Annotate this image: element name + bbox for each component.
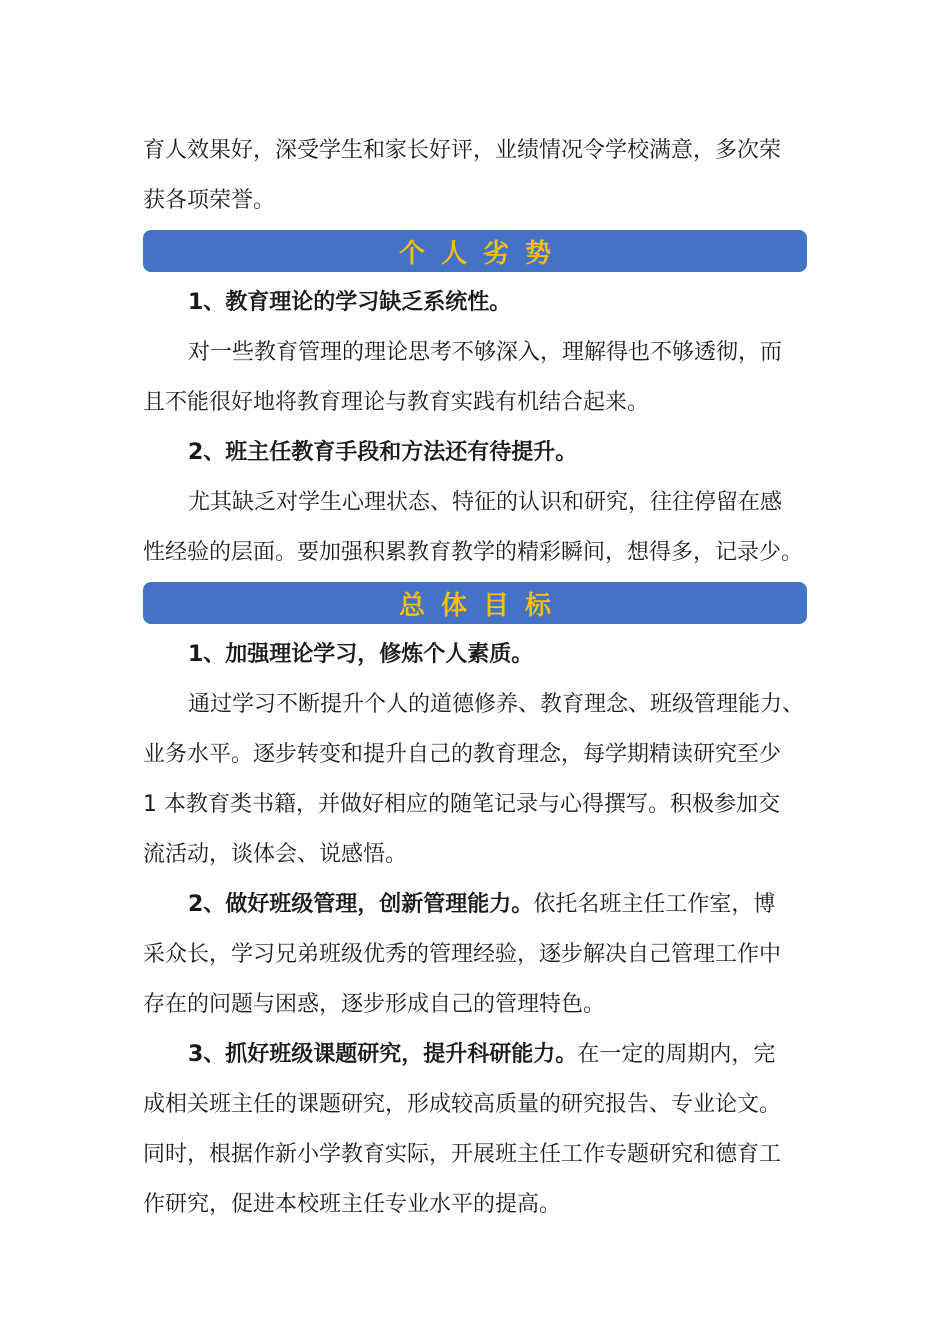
paragraph-line: 流活动，谈体会、说感悟。 — [143, 842, 408, 867]
section-banner-goal — [143, 582, 807, 624]
paragraph-line: 采众长，学习兄弟班级优秀的管理经验，逐步解决自己管理工作中 — [143, 942, 782, 967]
paragraph-line: 对一些教育管理的理论思考不够深入，理解得也不够透彻，而 — [188, 340, 783, 365]
document-page — [143, 126, 807, 1230]
section-banner-weakness — [143, 230, 807, 272]
paragraph-line: 同时，根据作新小学教育实际，开展班主任工作专题研究和德育工 — [143, 1142, 782, 1167]
paragraph-line: 性经验的层面。要加强积累教育教学的精彩瞬间，想得多，记录少。 — [143, 540, 804, 565]
paragraph-line: 成相关班主任的课题研究，形成较高质量的研究报告、专业论文。 — [143, 1092, 782, 1117]
paragraph-line — [143, 1030, 807, 1080]
paragraph-line: 且不能很好地将教育理论与教育实践有机结合起来。 — [143, 390, 650, 415]
paragraph-line: 尤其缺乏对学生心理状态、特征的认识和研究，往往停留在感 — [188, 490, 783, 515]
item-heading: 3、抓好班级课题研究，提升科研能力。 — [188, 1042, 578, 1067]
paragraph-line: 获各项荣誉。 — [143, 188, 276, 213]
section-title: 总体目标 — [398, 590, 567, 621]
item-heading: 1、教育理论的学习缺乏系统性。 — [188, 290, 512, 315]
paragraph-line: 育人效果好，深受学生和家长好评，业绩情况令学校满意，多次荣 — [143, 138, 782, 163]
paragraph-line: 作研究，促进本校班主任专业水平的提高。 — [143, 1192, 562, 1217]
item-heading: 2、做好班级管理，创新管理能力。 — [188, 892, 534, 917]
paragraph-line — [143, 880, 807, 930]
item-heading: 2、班主任教育手段和方法还有待提升。 — [188, 440, 578, 465]
paragraph-line: 通过学习不断提升个人的道德修养、教育理念、班级管理能力、 — [188, 692, 805, 717]
item-heading: 1、加强理论学习，修炼个人素质。 — [188, 642, 534, 667]
paragraph-text: 依托名班主任工作室，博 — [533, 892, 776, 917]
paragraph-line: 业务水平。逐步转变和提升自己的教育理念，每学期精读研究至少 — [143, 742, 782, 767]
paragraph-text: 在一定的周期内，完 — [577, 1042, 776, 1067]
paragraph-line: 存在的问题与困惑，逐步形成自己的管理特色。 — [143, 992, 606, 1017]
paragraph-line: 1 本教育类书籍，并做好相应的随笔记录与心得撰写。积极参加交 — [143, 792, 780, 817]
section-title: 个人劣势 — [398, 238, 567, 269]
